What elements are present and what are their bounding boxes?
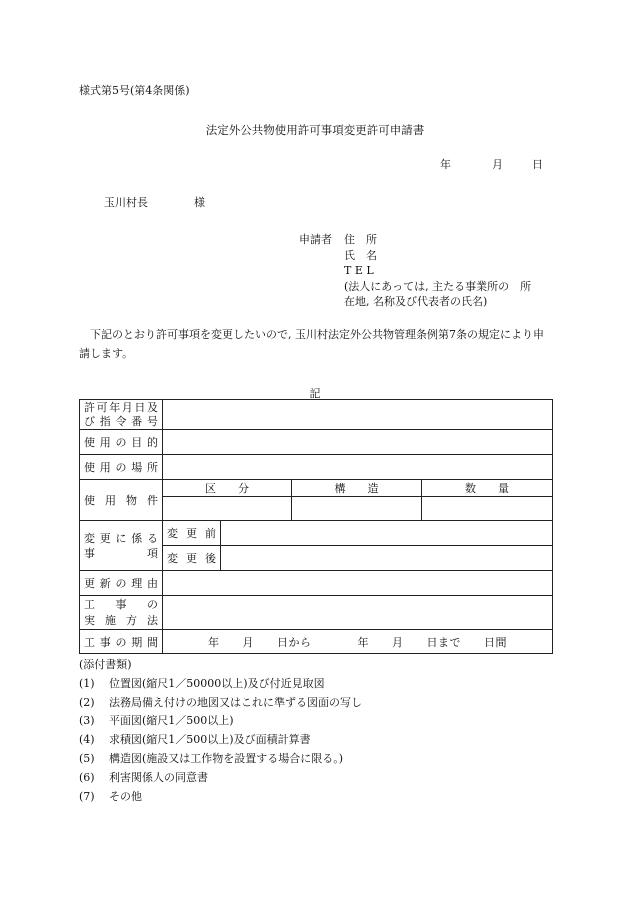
- change-items-label-line1: 変更に係る: [84, 531, 158, 545]
- attachments-heading: (添付書類): [79, 658, 132, 671]
- date-line: [440, 156, 543, 172]
- col-structure-header: 構 造: [292, 480, 422, 497]
- attachment-item: [79, 788, 362, 807]
- row-object-header: [80, 480, 553, 497]
- applicant-block: [299, 232, 532, 310]
- permit-date-label: [80, 400, 163, 430]
- attachment-item: [79, 769, 362, 788]
- date-month-label: 月: [492, 158, 503, 171]
- reason-label: 更新の理由: [80, 571, 163, 596]
- applicant-note-line1: (法人にあっては, 主たる事業所の 所: [344, 279, 532, 293]
- object-label: 使用物件: [80, 480, 163, 521]
- row-change-before: [80, 521, 553, 546]
- method-label-line2: 実施方法: [84, 613, 158, 627]
- method-field[interactable]: [163, 596, 553, 630]
- attachment-num: (3): [79, 714, 95, 728]
- applicant-note-line2: 在地, 名称及び代表者の氏名): [344, 295, 488, 308]
- attachment-num: (4): [79, 733, 95, 747]
- location-label: 使用の場所: [80, 455, 163, 480]
- after-field[interactable]: [221, 546, 553, 571]
- purpose-label: 使用の目的: [80, 430, 163, 455]
- attachment-item: [79, 675, 362, 694]
- row-location: [80, 455, 553, 480]
- period-field[interactable]: 年 月 日から 年 月 日まで 日間: [163, 630, 553, 654]
- addressee: [104, 194, 205, 210]
- permit-date-label-line2: び指令番号: [84, 414, 158, 428]
- col-quantity-header: 数 量: [422, 480, 553, 497]
- attachment-num: (6): [79, 770, 95, 784]
- attachment-num: (7): [79, 789, 95, 803]
- change-items-label-line2: 事 項: [84, 546, 158, 560]
- attachment-text: 法務局備え付けの地図又はこれに準ずる図面の写し: [109, 695, 362, 709]
- attachment-text: 位置図(縮尺1／50000以上)及び付近見取図: [109, 676, 325, 690]
- structure-field[interactable]: [292, 497, 422, 521]
- row-period: [80, 630, 553, 654]
- reason-field[interactable]: [163, 571, 553, 596]
- addressee-name: 玉川村長: [104, 196, 148, 209]
- after-label: 変更後: [163, 546, 221, 571]
- row-method: [80, 596, 553, 630]
- attachment-item: [79, 750, 362, 769]
- row-reason: [80, 571, 553, 596]
- method-label: [80, 596, 163, 630]
- row-permit-date: [80, 400, 553, 430]
- permit-date-label-line1: 許可年月日及: [84, 400, 158, 414]
- applicant-tel-label: T E L: [344, 264, 374, 277]
- attachment-num: (1): [79, 676, 95, 690]
- attachment-text: 利害関係人の同意書: [109, 770, 208, 784]
- applicant-label: 申請者: [299, 233, 332, 246]
- attachment-item: [79, 731, 362, 750]
- attachment-text: 構造図(施設又は工作物を設置する場合に限る。): [109, 751, 344, 765]
- change-items-label: [80, 521, 163, 571]
- period-label: 工事の期間: [80, 630, 163, 654]
- applicant-name-label: 氏 名: [344, 248, 377, 262]
- method-label-line1: 工 事 の: [84, 597, 158, 611]
- applicant-address-label: 住 所: [344, 233, 377, 246]
- category-field[interactable]: [163, 497, 292, 521]
- before-field[interactable]: [221, 521, 553, 546]
- quantity-field[interactable]: [422, 497, 553, 521]
- application-table: [79, 399, 553, 654]
- attachment-item: [79, 712, 362, 731]
- ki-heading: 記: [309, 387, 321, 400]
- attachment-text: その他: [109, 789, 142, 803]
- before-label: 変更前: [163, 521, 221, 546]
- attachment-num: (5): [79, 751, 95, 765]
- attachments: [79, 656, 362, 806]
- attachment-text: 求積図(縮尺1／500以上)及び面積計算書: [109, 733, 311, 747]
- permit-date-field[interactable]: [163, 400, 553, 430]
- body-text: 下記のとおり許可事項を変更したいので, 玉川村法定外公共物管理条例第7条の規定により申請します。: [79, 328, 544, 360]
- attachment-num: (2): [79, 695, 95, 709]
- attachment-text: 平面図(縮尺1／500以上): [109, 714, 234, 728]
- purpose-field[interactable]: [163, 430, 553, 455]
- date-day-label: 日: [532, 158, 543, 171]
- addressee-honorific: 様: [194, 196, 205, 209]
- date-year-label: 年: [440, 158, 451, 171]
- row-purpose: [80, 430, 553, 455]
- location-field[interactable]: [163, 455, 553, 480]
- col-category-header: 区 分: [163, 480, 292, 497]
- form-number: 様式第5号(第4条関係): [79, 84, 190, 97]
- attachment-item: [79, 694, 362, 713]
- document-title: 法定外公共物使用許可事項変更許可申請書: [205, 123, 425, 137]
